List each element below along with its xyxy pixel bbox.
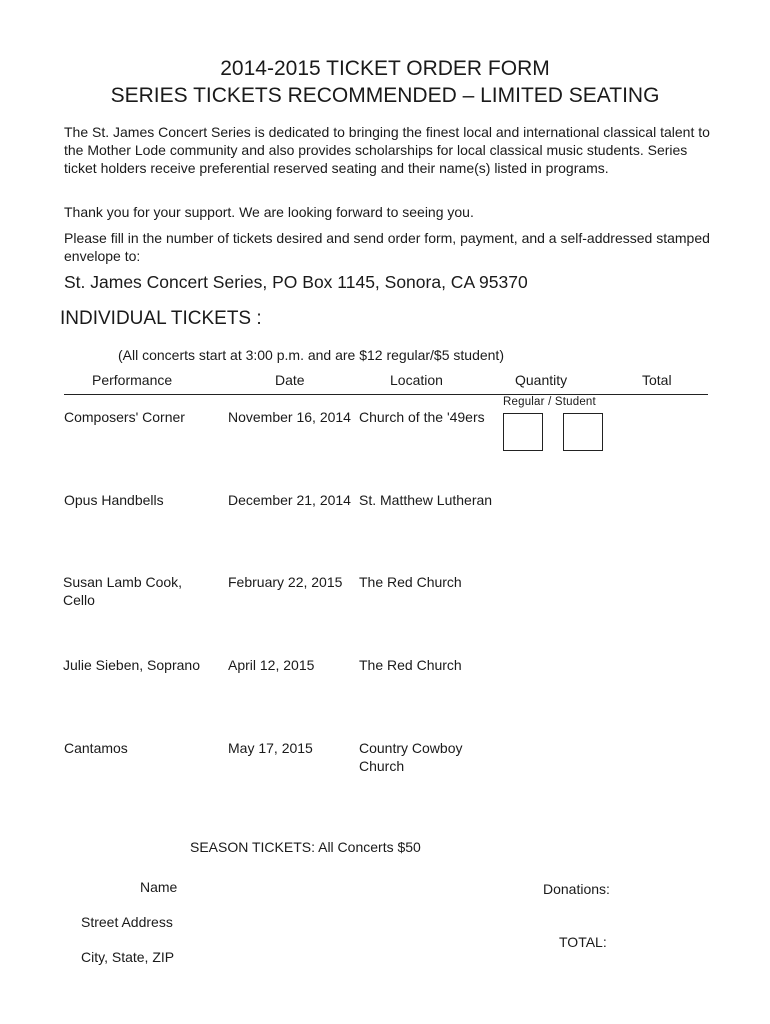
intro-instructions: Please fill in the number of tickets desired and send order form, payment, and a self-addressed stamped envelope to: <box>64 230 710 264</box>
column-header-date: Date <box>275 372 305 388</box>
name-label: Name <box>140 879 178 895</box>
donations-label: Donations: <box>543 881 610 897</box>
street-address-label: Street Address <box>81 914 173 930</box>
form-subtitle: SERIES TICKETS RECOMMENDED – LIMITED SEATING <box>110 84 660 107</box>
row-performance: Cantamos <box>64 740 128 756</box>
row-date: November 16, 2014 <box>228 409 351 425</box>
form-title: 2014-2015 TICKET ORDER FORM <box>220 57 550 80</box>
row-location: Church of the '49ers <box>359 409 485 425</box>
row-date: February 22, 2015 <box>228 574 343 590</box>
column-header-performance: Performance <box>92 372 173 388</box>
row-date: May 17, 2015 <box>228 740 313 756</box>
row-location: Country Cowboy Church <box>359 740 463 774</box>
total-label: TOTAL: <box>559 934 607 950</box>
column-header-quantity: Quantity <box>515 372 568 388</box>
row-location: The Red Church <box>359 574 462 590</box>
row-date: April 12, 2015 <box>228 657 315 673</box>
season-tickets-label: SEASON TICKETS: All Concerts $50 <box>190 839 421 855</box>
row-performance: Opus Handbells <box>64 492 164 508</box>
row-performance: Susan Lamb Cook, Cello <box>63 574 183 608</box>
intro-thanks: Thank you for your support. We are looking forward to seeing you. <box>64 204 474 220</box>
column-header-location: Location <box>390 372 443 388</box>
column-header-total: Total <box>642 372 672 388</box>
student-quantity-input[interactable] <box>563 413 603 451</box>
row-date: December 21, 2014 <box>228 492 351 508</box>
quantity-sublabel: Regular / Student <box>503 396 596 408</box>
row-location: St. Matthew Lutheran <box>359 492 493 508</box>
regular-quantity-input[interactable] <box>503 413 543 451</box>
row-performance: Composers' Corner <box>64 409 185 425</box>
individual-tickets-heading: INDIVIDUAL TICKETS : <box>60 308 262 329</box>
row-location: The Red Church <box>359 657 462 673</box>
mailing-address: St. James Concert Series, PO Box 1145, Sonora, CA 95370 <box>64 272 528 292</box>
pricing-note: (All concerts start at 3:00 p.m. and are $12 regular/$5 student) <box>118 347 504 363</box>
intro-description: The St. James Concert Series is dedicated to bringing the finest local and international classical talent to the Mother Lode community and also provides scholarships for local classical music students. Series ticket holders receive preferential reserved seating and their name(s) listed in programs. <box>64 124 710 176</box>
city-state-zip-label: City, State, ZIP <box>81 949 175 965</box>
row-performance: Julie Sieben, Soprano <box>63 657 200 673</box>
header-divider <box>64 394 708 395</box>
